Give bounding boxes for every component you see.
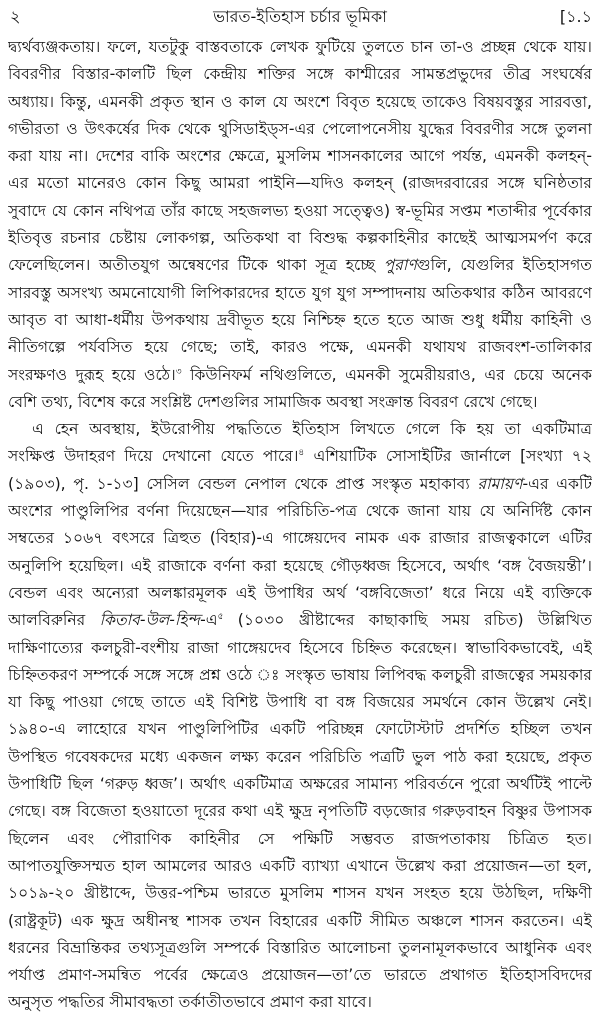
text-line — [8, 744, 592, 771]
text-segment: দ্ব্যর্থব্যঞ্জকতায়। ফলে, যতটুকু বাস্তবতাকে লেখক ফুটিয়ে তুলতে চান তা-ও প্রচ্ছন্ন থেকে যায়। — [8, 38, 592, 56]
text-line — [8, 89, 592, 116]
text-line — [8, 498, 592, 525]
text-line — [8, 198, 592, 225]
text-segment: ফেলেছিলেন। অতীতযুগ অন্বেষণের টিকে থাকা সূত্র হচ্ছে — [8, 256, 384, 275]
text-segment: -এ — [200, 611, 218, 630]
italic-term: কিতাব-উল-হিন্দ — [99, 611, 201, 630]
text-line — [8, 989, 592, 1016]
text-line — [8, 389, 592, 416]
text-segment: এশিয়াটিক সোসাইটির জার্নালে [সংখ্যা ৭২ — [304, 447, 592, 466]
text-segment: অনুলিপি হয়েছিল। এই রাজাকে বর্ণনা করা হয়েছে গৌড়ধ্বজ হিসেবে, অর্থাৎ ‘বঙ্গ বৈজয়ন্তী’। — [8, 556, 592, 575]
body-text — [8, 34, 592, 1017]
text-segment: উপস্থিত গবেষকদের মধ্যে একজন লক্ষ্য করেন পরিচিতি পত্রটি ভুল পাঠ করা হয়েছে, প্রকৃত — [8, 747, 592, 766]
text-segment: অধ্যায়। কিন্তু, এমনকী প্রকৃত স্থান ও কাল যে অংশে বিবৃত হয়েছে তাকেও বিষয়বস্তুর সারবত্তা, — [8, 92, 592, 111]
text-segment: বেশি তথ্য, বিশেষ করে সংশ্লিষ্ট দেশগুলির সামাজিক অবস্থা সংক্রান্ত বিবরণ রেখে গেছে। — [8, 392, 538, 411]
text-segment: পর্যাপ্ত প্রমাণ-সমন্বিত পর্বের ক্ষেত্রেও প্রয়োজন—তা’তে ভারতে প্রথাগত ইতিহাসবিদদের — [8, 966, 592, 985]
text-line — [8, 771, 592, 798]
text-line — [8, 798, 592, 825]
italic-term: পুরাণ — [383, 256, 417, 275]
text-segment: আলবিরুনির — [8, 611, 100, 630]
text-segment: ধরনের বিভ্রান্তিকর তথ্যসূত্রগুলি সম্পর্কে বিস্তারিত আলোচনা তুলনামূলকভাবে আধুনিক এবং — [8, 938, 592, 957]
text-line — [8, 362, 592, 389]
footnote-ref: ৪ — [298, 448, 305, 459]
text-segment: বিবরণীর বিস্তার-কালটি ছিল কেন্দ্রীয় শক্তির সঙ্গে কাশ্মীরের সামন্তপ্রভুদের তীব্র সংঘর্ষের — [8, 65, 592, 84]
text-segment: অংশের পাণ্ডুলিপির বর্ণনা দিয়েছেন—যার পরিচিতি-পত্র থেকে জানা যায় যে অনির্দিষ্ট কোন — [8, 502, 592, 521]
text-line — [8, 334, 592, 361]
text-line — [8, 307, 592, 334]
page-number: ২ — [10, 7, 21, 26]
text-segment: ১৯৪০-এ লাহোরে যখন পাণ্ডুলিপিটির একটি পরিচ্ছন্ন ফোটোস্টাট প্রদর্শিত হচ্ছিল তখন — [8, 720, 592, 739]
text-line — [8, 525, 592, 552]
text-segment: (১০৩০ খ্রীষ্টাব্দের কাছাকাছি সময় রচিত) উল্লিখিত — [223, 611, 592, 630]
text-segment: -এর একটি — [522, 474, 592, 493]
text-line — [8, 34, 592, 61]
text-line — [8, 143, 592, 170]
text-line — [8, 689, 592, 716]
text-segment: বেন্ডল এবং অন্যেরা অলঙ্কারমূলক এই উপাধির অর্থ ‘বঙ্গবিজেতা’ ধরে নিয়ে এই ব্যক্তিকে — [8, 583, 592, 602]
text-segment: সংরক্ষণও দুরূহ হয়ে ওঠে। — [8, 365, 176, 384]
text-segment: কিউনিফর্ম নথিগুলিতে, এমনকী সুমেরীয়রাও, এর চেয়ে অনেক — [181, 365, 592, 384]
text-segment: এ হেন অবস্থায়, ইউরোপীয় পদ্ধতিতে ইতিহাস লিখতে গেলে কি হয় তা একটিমাত্র — [32, 420, 592, 439]
text-segment: এর মতো মানেরও কোন কিছু আমরা পাইনি—যদিও কলহন্‌ (রাজদরবারের সঙ্গে ঘনিষ্ঠতার — [8, 174, 592, 193]
text-line — [8, 116, 592, 143]
text-line — [8, 716, 592, 743]
text-line — [8, 853, 592, 880]
text-line — [8, 635, 592, 662]
text-line — [8, 280, 592, 307]
text-line — [8, 252, 592, 279]
text-segment: ছিলেন এবং পৌরাণিক কাহিনীর সে পক্ষিটি সম্ভবত রাজপতাকায় চিত্রিত হত। — [8, 829, 592, 848]
text-line — [8, 908, 592, 935]
running-header — [8, 4, 592, 30]
text-line — [8, 61, 592, 88]
text-segment: গেছে। বঙ্গ বিজেতা হওয়াতো দূরের কথা এই ক্ষুদ্র নৃপতিটি বড়জোর গরুড়বাহন বিষ্ণুর উপাসক — [8, 802, 592, 821]
text-line — [8, 170, 592, 197]
text-line — [8, 880, 592, 907]
text-segment: যা কিছু পাওয়া গেছে তাতে এই বিশিষ্ট উপাধি বা বঙ্গ বিজয়ের সমর্থনে কোন উল্লেখ নেই। — [8, 693, 592, 712]
text-segment: সারবস্তু অসংখ্য অমনোযোগী লিপিকারদের হাতে যুগ যুগ সম্পাদনায় অতিকথার কঠিন আবরণে — [8, 283, 592, 302]
text-line — [8, 962, 592, 989]
text-segment: অনুসৃত পদ্ধতির সীমাবদ্ধতা তর্কাতীতভাবে প্রমাণ করা যাবে। — [8, 993, 372, 1012]
text-segment: আবৃত বা আধা-ধর্মীয় উপকথায় দ্রবীভূত হয়ে নিশ্চিহ্ন হতে হতে আজ শুধু ধর্মীয় কাহিনী ও — [8, 310, 592, 329]
text-line — [8, 471, 592, 498]
text-segment: উপাধিটি ছিল ‘গরুড় ধ্বজ’। অর্থাৎ একটিমাত্র অক্ষরের সামান্য পরিবর্তনে পুরো অর্থটিই পাল্টে — [8, 775, 592, 794]
text-segment: ১০১৯-২০ খ্রীষ্টাব্দে, উত্তর-পশ্চিম ভারতে মুসলিম শাসন যখন সংহত হয়ে উঠছিল, দক্ষিণী — [8, 884, 592, 903]
text-segment: গভীরতা ও উৎকর্ষের দিক থেকে থুসিডাইড্‌স-এর পেলোপনেসীয় যুদ্ধের বিবরণীর সঙ্গে তুলনা — [8, 119, 592, 138]
text-line — [8, 607, 592, 634]
text-segment: সম্বতের ১০৬৭ বৎসরে ত্রিহুত (বিহার)-এ গাঙ্গেয়দেব নামক এক রাজার রাজত্বকালে এটির — [8, 529, 592, 548]
footnote-ref: ৩ — [175, 366, 182, 377]
text-segment: আপাতযুক্তিসম্মত হাল আমলের আরও একটি ব্যাখ্যা এখানে উল্লেখ করা প্রয়োজন—তা হল, — [8, 856, 592, 875]
text-line — [8, 662, 592, 689]
section-number: [১.১ — [559, 7, 592, 26]
text-line — [8, 225, 592, 252]
italic-term: রামায়ণ — [477, 474, 523, 493]
text-line — [8, 416, 592, 443]
text-line — [8, 580, 592, 607]
text-segment: সুবাদে যে কোন নথিপত্র তাঁর কাছে সহজলভ্য হওয়া সত্ত্বেও) স্ব-ভূমির সপ্তম শতাব্দীর পূর্বেকার — [8, 201, 592, 220]
text-segment: (১৯০৩), পৃ. ১-১৩] সেসিল বেন্ডল নেপাল থেকে প্রাপ্ত সংস্কৃত মহাকাব্য — [8, 474, 478, 493]
running-title: ভারত-ইতিহাস চর্চার ভূমিকা — [213, 7, 387, 26]
text-line — [8, 443, 592, 470]
text-segment: দাক্ষিণাত্যের কলচুরী-বংশীয় রাজা গাঙ্গেয়দেব হিসেবে চিহ্নিত করেছেন। স্বাভাবিকভাবেই, এই — [8, 638, 592, 657]
text-segment: ইতিবৃত্ত রচনার চেষ্টায় লোকগল্প, অতিকথা বা বিশুদ্ধ কল্পকাহিনীর কাছেই আত্মসমর্পণ করে — [8, 229, 592, 248]
footnote-ref: ৫ — [217, 612, 224, 623]
text-segment: করা যায় না। দেশের বাকি অংশের ক্ষেত্রে, মুসলিম শাসনকালের আগে পর্যন্ত, এমনকী কলহন্‌- — [8, 147, 592, 166]
text-line — [8, 553, 592, 580]
text-line — [8, 935, 592, 962]
text-segment: সংক্ষিপ্ত উদাহরণ দিয়ে দেখানো যেতে পারে। — [8, 447, 299, 466]
text-segment: (রাষ্ট্রকূট) এক ক্ষুদ্র অধীনস্থ শাসক তখন বিহারের একটি সীমিত অঞ্চলে শাসন করতেন। এই — [8, 911, 592, 930]
text-segment: নীতিগল্পে পর্যবসিত হয়ে গেছে; তাই, কারও পক্ষে, এমনকী যথাযথ রাজবংশ-তালিকার — [8, 338, 592, 357]
text-segment: গুলি, যেগুলির ইতিহাসগত — [416, 256, 592, 275]
text-segment: চিহ্নিতকরণ সম্পর্কে সঙ্গে সঙ্গে প্রশ্ন ওঠে ঃ সংস্কৃত ভাষায় লিপিবদ্ধ কলচুরী রাজত্বের সময়কার — [8, 665, 592, 684]
text-line — [8, 826, 592, 853]
